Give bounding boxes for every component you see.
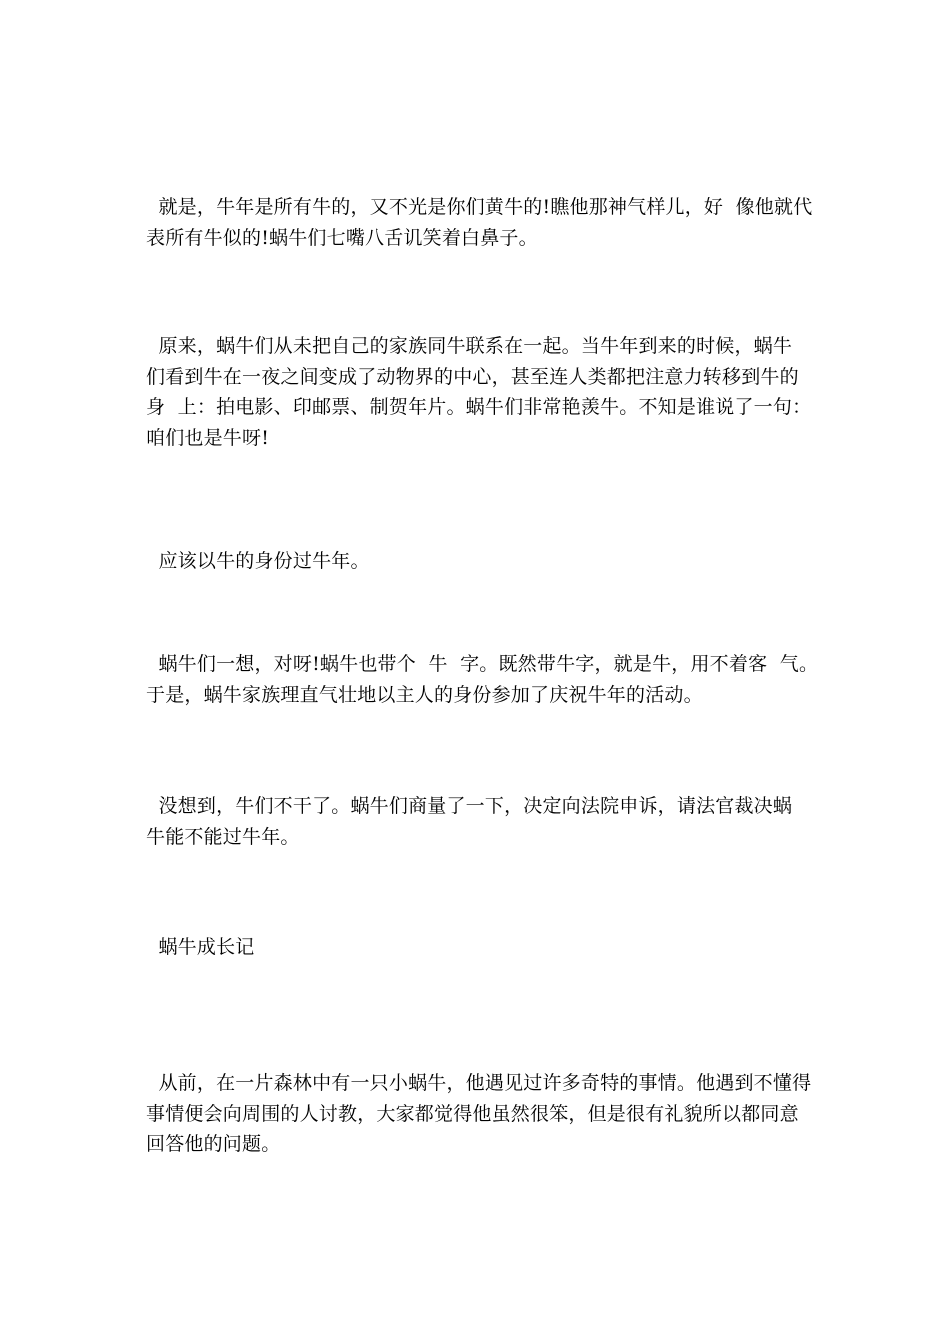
text-line: 蜗牛们一想，对呀!蜗牛也带个 牛 字。既然带牛字，就是牛，用不着客 气。 bbox=[146, 653, 819, 675]
text-line: 身 上：拍电影、印邮票、制贺年片。蜗牛们非常艳羡牛。不知是谁说了一句： bbox=[146, 396, 812, 418]
text-line: 蜗牛成长记 bbox=[146, 936, 255, 958]
paragraph-5 bbox=[146, 791, 806, 852]
text-line: 们看到牛在一夜之间变成了动物界的中心，甚至连人类都把注意力转移到牛的 bbox=[146, 365, 799, 388]
paragraph-1 bbox=[146, 192, 813, 253]
text-line: 于是，蜗牛家族理直气壮地以主人的身份参加了庆祝牛年的活动。 bbox=[146, 683, 703, 706]
text-line: 就是，牛年是所有牛的，又不光是你们黄牛的!瞧他那神气样儿，好 像他就代 bbox=[146, 196, 813, 218]
text-line: 表所有牛似的!蜗牛们七嘴八舌讥笑着白鼻子。 bbox=[146, 226, 538, 249]
text-line: 应该以牛的身份过牛年。 bbox=[146, 550, 370, 572]
text-line: 事情便会向周围的人讨教，大家都觉得他虽然很笨，但是很有礼貌所以都同意 bbox=[146, 1102, 799, 1125]
text-line: 牛能不能过牛年。 bbox=[146, 825, 300, 848]
paragraph-6 bbox=[146, 1068, 812, 1160]
text-line: 从前，在一片森林中有一只小蜗牛，他遇见过许多奇特的事情。他遇到不懂得 bbox=[146, 1072, 812, 1094]
paragraph-4 bbox=[146, 649, 819, 710]
paragraph-3 bbox=[146, 546, 806, 577]
text-line: 回答他的问题。 bbox=[146, 1133, 281, 1155]
section-heading bbox=[146, 932, 806, 963]
text-line: 没想到，牛们不干了。蜗牛们商量了一下，决定向法院申诉，请法官裁决蜗 bbox=[146, 795, 793, 817]
paragraph-2 bbox=[146, 331, 812, 453]
text-line: 原来，蜗牛们从未把自己的家族同牛联系在一起。当牛年到来的时候，蜗牛 bbox=[146, 335, 793, 357]
text-line: 咱们也是牛呀! bbox=[146, 426, 270, 449]
